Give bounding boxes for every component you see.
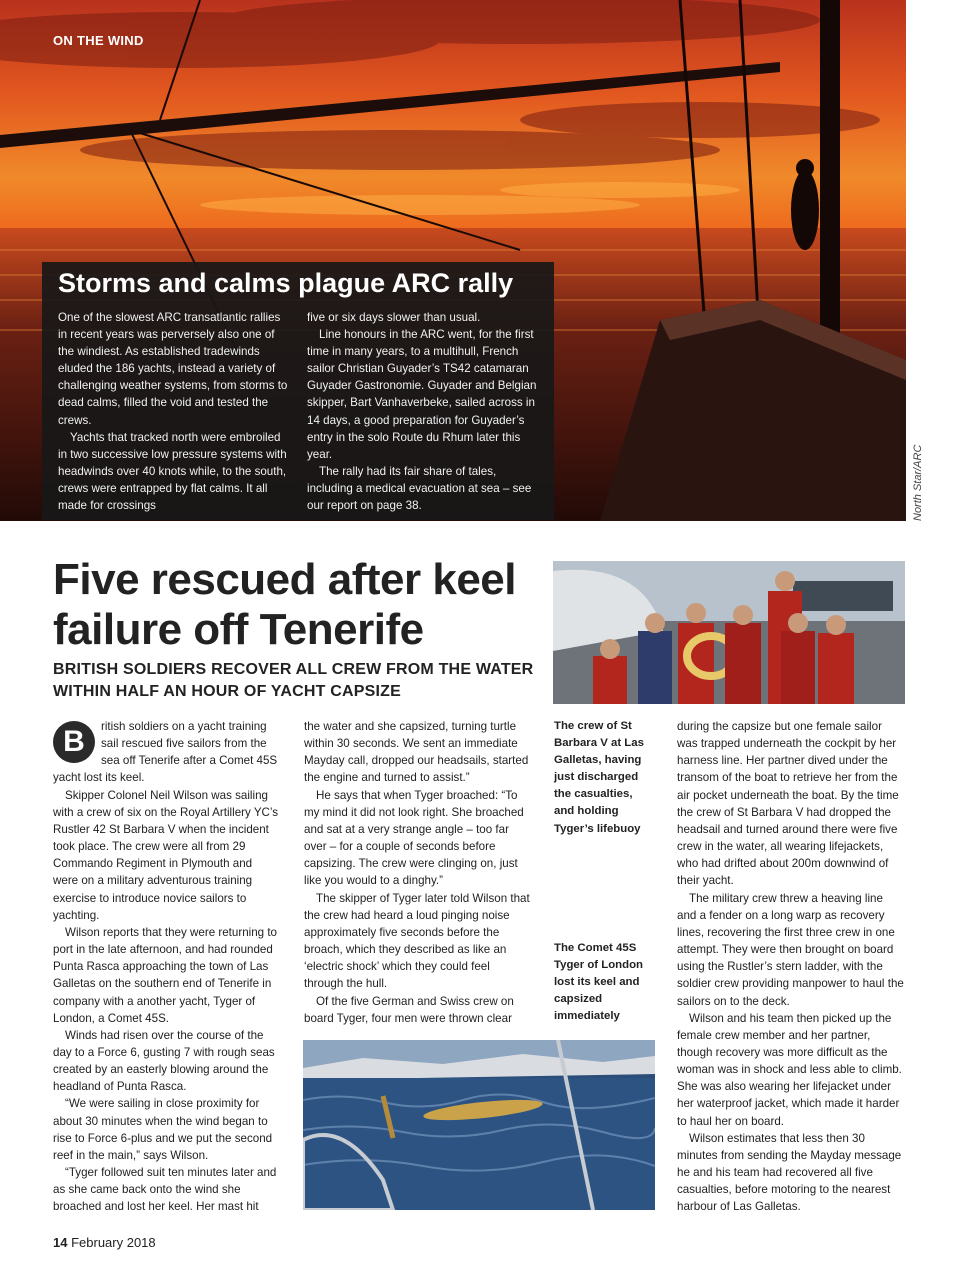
sidebar-box bbox=[42, 262, 554, 520]
article-paragraph: Of the five German and Swiss crew on board Tyger, four men were thrown clear bbox=[304, 994, 514, 1025]
sidebar-paragraph: The rally had its fair share of tales, including a medical evacuation at sea – see our report on page 38. bbox=[307, 464, 532, 513]
sidebar-paragraph: Line honours in the ARC went, for the first time in many years, to a multihull, French sailor Christian Guyader’s TS42 catamaran Guyader Gastronomie. Guyader and Belgian skipper, Bart Vanhaverbeke, sailed across in 14 days, a good preparation for Guyader’s entry in the solo Route du Rhum later this year. bbox=[307, 328, 537, 461]
article-paragraph: He says that when Tyger broached: “To my mind it did not look right. She broached and sat at a very strange angle – too far over – for a couple of seconds before capsizing. The crew were clinging on, just like you would to a dinghy.” bbox=[304, 788, 524, 888]
page-number: 14 bbox=[53, 1235, 68, 1250]
article-paragraph: “We were sailing in close proximity for about 30 minutes when the wind began to rise to Force 6-plus and we put the second reef in the main,” says Wilson. bbox=[53, 1097, 273, 1162]
article-standfirst: BRITISH SOLDIERS RECOVER ALL CREW FROM THE WATER WITHIN HALF AN HOUR OF YACHT CAPSIZE bbox=[53, 661, 534, 700]
article-paragraph-text: ritish soldiers on a yacht training sail rescued five sailors from the sea off Tenerife after a Comet 45S yacht lost its keel. bbox=[53, 720, 278, 785]
article-paragraph: the water and she capsized, turning turtle within 30 seconds. We sent an immediate Mayday call, dropped our headsails, started the engine and turned to assist.” bbox=[304, 720, 529, 785]
article-paragraph: The military crew threw a heaving line and a fender on a long warp as recovery lines, recovering the first three crew in one attempt. They were then brought on board using the Rustler’s stern ladder, with the soldier crew providing manpower to haul the sailors on to the deck. bbox=[677, 891, 904, 1008]
article-paragraph: Wilson and his team then picked up the female crew member and her partner, though recovery was more difficult as the woman was in shock and less able to climb. She was also wearing her lifejacket under her waterproof jacket, which made it harder to haul her on board. bbox=[677, 1011, 902, 1128]
hero-sunset-photo bbox=[0, 0, 906, 521]
capsize-photo-caption: The Comet 45S Tyger of London lost its keel and capsized immediately bbox=[554, 942, 643, 1023]
section-tag: ON THE WIND bbox=[53, 33, 144, 48]
article-column-2 bbox=[304, 718, 532, 1027]
sidebar-paragraph: five or six days slower than usual. bbox=[307, 311, 481, 324]
drop-cap: B bbox=[53, 721, 95, 763]
sidebar-paragraph: Yachts that tracked north were embroiled in two successive low pressure systems with headwinds over 40 knots while, to the south, crews were entrapped by flat calms. It all made for crossings bbox=[58, 430, 287, 513]
article-headline: Five rescued after keel failure off Tenerife bbox=[53, 555, 516, 654]
capsize-photo bbox=[303, 1040, 655, 1210]
photo-credit bbox=[912, 445, 926, 525]
capsize-photo-art bbox=[303, 1040, 655, 1210]
sidebar-column-2 bbox=[307, 309, 541, 514]
article-column-1 bbox=[53, 718, 279, 1216]
article-column-4 bbox=[677, 718, 905, 1216]
article-paragraph: Winds had risen over the course of the day to a Force 6, gusting 7 with rough seas created by an easterly blowing around the headland of Punta Rasca. bbox=[53, 1028, 275, 1094]
article-paragraph: The skipper of Tyger later told Wilson that the crew had heard a loud pinging noise approximately five seconds before the broach, which they described as like an ‘electric shock’ which they could feel through the hull. bbox=[304, 891, 530, 991]
sidebar-paragraph: One of the slowest ARC transatlantic rallies in recent years was perversely also one of the windiest. As established tradewinds eluded the 186 yachts, instead a variety of challenging weather systems, from storms to dead calms, filled the void and tested the crews. bbox=[58, 311, 288, 427]
article-paragraph: “Tyger followed suit ten minutes later and as she came back onto the wind she broached and lost her keel. Her mast hit bbox=[53, 1166, 277, 1214]
photo-credit-text: North Star/ARC bbox=[912, 444, 924, 521]
issue-date: February 2018 bbox=[71, 1235, 156, 1250]
article-paragraph: Skipper Colonel Neil Wilson was sailing with a crew of six on the Royal Artillery YC’s Rustler 42 St Barbara V when the incident took place. The crew were all from 29 Commando Regiment in Plymouth and were on a military adventurous training exercise to introduce novice sailors to yachting. bbox=[53, 788, 279, 922]
crew-photo-art bbox=[553, 561, 905, 704]
crew-photo bbox=[553, 561, 905, 704]
article-paragraph bbox=[53, 718, 279, 787]
article-paragraph: Wilson estimates that less then 30 minutes from sending the Mayday message he and his team had recovered all five casualties, before motoring to the nearest harbour of Las Galletas. bbox=[677, 1131, 902, 1214]
article-paragraph: Wilson reports that they were returning to port in the late afternoon, and had rounded Punta Rasca approaching the town of Las Galletas on the southern end of Tenerife in company with a another yacht, Tyger of London, a Comet 45S. bbox=[53, 925, 278, 1025]
article-paragraph: during the capsize but one female sailor was trapped underneath the cockpit by her harness line. Her partner dived under the transom of the boat to retrieve her from the air pocket underneath the boat. By the time the crew of St Barbara V had dropped the headsail and turned around there were five crew in the water, all wearing lifejackets, who had drifted about 200m downwind of their yacht. bbox=[677, 720, 899, 888]
sidebar-title: Storms and calms plague ARC rally bbox=[58, 268, 514, 298]
sidebar-column-1 bbox=[58, 309, 292, 514]
crew-photo-caption: The crew of St Barbara V at Las Galletas, having just discharged the casualties, and holding Tyger’s lifebuoy bbox=[554, 720, 644, 835]
page-folio bbox=[53, 1235, 156, 1250]
